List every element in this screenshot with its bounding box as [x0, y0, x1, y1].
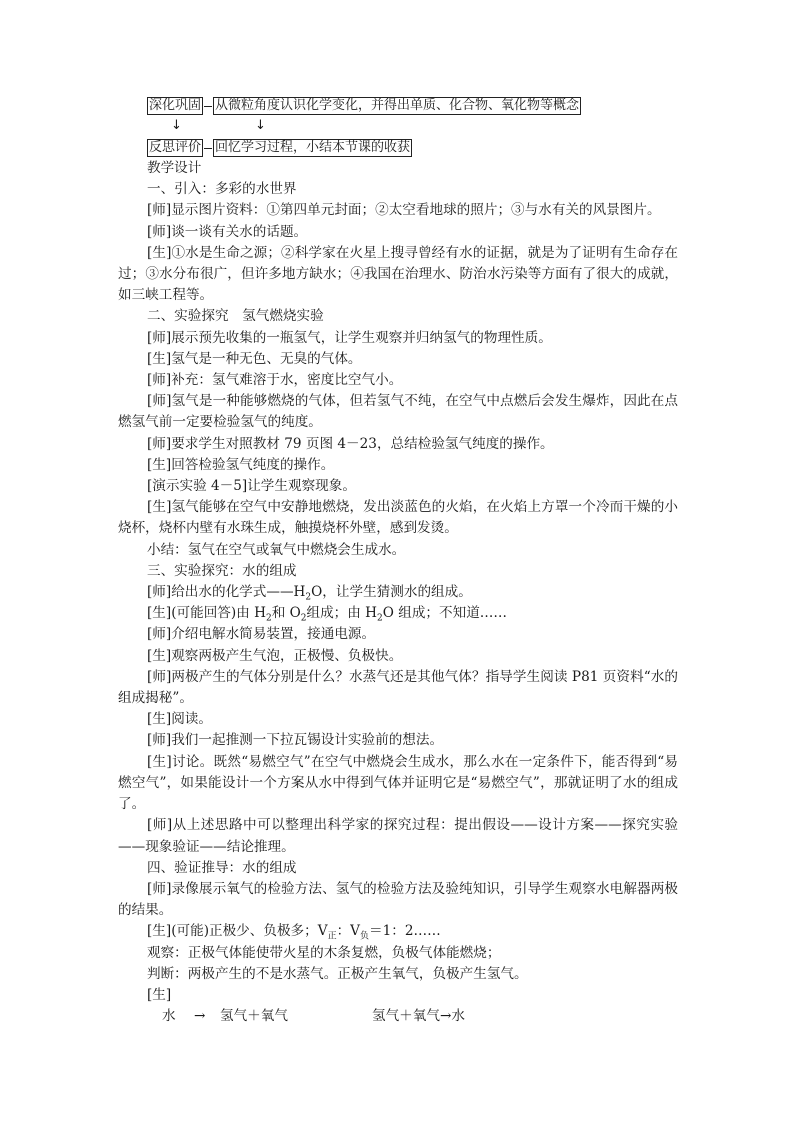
flow-connector [204, 106, 212, 107]
paragraph: 四、验证推导：水的组成 [147, 859, 297, 876]
paragraph: [师]我们一起推测一下拉瓦锡设计实验前的想法。 [147, 732, 444, 749]
paragraph: [师]谈一谈有关水的话题。 [147, 223, 308, 240]
equation-reverse: 氢气＋氧气→水 [372, 1008, 465, 1025]
flow-box-reflect-detail: 回忆学习过程，小结本节课的收获 [215, 140, 411, 155]
paragraph: 观察：正极气体能使带火星的木条复燃，负极气体能燃烧； [147, 944, 501, 961]
paragraph: [师]介绍电解水简易装置，接通电源。 [147, 626, 376, 643]
paragraph: [生]讨论。既然“易燃空气”在空气中燃烧会生成水，那么水在一定条件下，能否得到“易燃空气”，如果能设计一个方案从水中得到气体并证明它是“易燃空气”，那就证明了水的组成了。 [118, 753, 678, 813]
flow-box-consolidate: 深化巩固 [149, 98, 202, 113]
paragraph: [生] [147, 986, 172, 1003]
paragraph: 三、实验探究：水的组成 [147, 562, 297, 579]
flow-arrows [118, 116, 678, 138]
paragraph: [师]展示预先收集的一瓶氢气，让学生观察并归纳氢气的物理性质。 [147, 329, 552, 346]
paragraph: [师]显示图片资料：①第四单元封面；②太空看地球的照片；③与水有关的风景图片。 [147, 202, 661, 219]
flow-box-consolidate-detail: 从微粒角度认识化学变化，并得出单质、化合物、氧化物等概念 [215, 98, 580, 113]
down-arrow-icon: ↓ [255, 118, 266, 133]
paragraph: 二、实验探究 氢气燃烧实验 [147, 308, 324, 325]
paragraph: 判断：两极产生的不是水蒸气。正极产生氧气，负极产生氢气。 [147, 965, 528, 982]
document-page [118, 96, 678, 1028]
paragraph: 小结：氢气在空气或氧气中燃烧会生成水。 [147, 541, 406, 558]
flow-connector [204, 148, 212, 149]
flow-row-consolidate [147, 96, 678, 116]
guess-paragraph: [生](可能回答)由 $H_2$和 $O_2$组成；由 $H_2O$ 组成；不知道…… [147, 605, 507, 624]
paragraph: [生]阅读。 [147, 711, 212, 728]
paragraph: [演示实验 4－5]让学生观察现象。 [147, 478, 356, 495]
paragraph: [生]①水是生命之源；②科学家在火星上搜寻曾经有水的证据，就是为了证明有生命存在过；③水分布很广，但许多地方缺水；④我国在治理水、防治水污染等方面有了很大的成就，如三峡工程等。 [118, 244, 678, 304]
paragraph: [生]观察两极产生气泡，正极慢、负极快。 [147, 647, 403, 664]
equation-products: 氢气＋氧气 [220, 1008, 288, 1025]
flow-box-reflect: 反思评价 [149, 140, 202, 155]
down-arrow-icon: ↓ [171, 118, 182, 133]
section-heading: 教学设计 [147, 160, 202, 176]
paragraph: [生]氢气是一种无色、无臭的气体。 [147, 350, 362, 367]
paragraph: [师]氢气是一种能够燃烧的气体，但若氢气不纯，在空气中点燃后会发生爆炸，因此在点燃氢气前一定要检验氢气的纯度。 [118, 393, 678, 431]
equation-water: 水 [162, 1008, 176, 1025]
ratio-paragraph: [生](可能)正极少、负极多；$V_正$：$V_负=1$：2…… [147, 923, 441, 943]
paragraph: 一、引入：多彩的水世界 [147, 181, 297, 198]
right-arrow-icon: → [194, 1008, 206, 1025]
paragraph: [师]补充：氢气难溶于水，密度比空气小。 [147, 372, 403, 389]
paragraph: [生]氢气能够在空气中安静地燃烧，发出淡蓝色的火焰，在火焰上方罩一个冷而干燥的小烧杯，烧杯内壁有水珠生成，触摸烧杯外壁，感到发烫。 [118, 499, 678, 537]
formula-paragraph: [师]给出水的化学式$——H_2O$，让学生猜测水的组成。 [147, 584, 472, 603]
paragraph: [师]两极产生的气体分别是什么？水蒸气还是其他气体？指导学生阅读 P81 页资料“水的组成揭秘”。 [118, 668, 678, 707]
paragraph: [师]从上述思路中可以整理出科学家的探究过程：提出假设——设计方案——探究实验——现象验证——结论推理。 [118, 817, 678, 855]
paragraph: [生]回答检验氢气纯度的操作。 [147, 456, 335, 473]
flow-row-reflect [147, 138, 678, 158]
equation-row [118, 1006, 678, 1028]
paragraph: [师]录像展示氧气的检验方法、氢气的检验方法及验纯知识，引导学生观察水电解器两极的结果。 [118, 880, 678, 919]
paragraph: [师]要求学生对照教材 79 页图 4－23，总结检验氢气纯度的操作。 [147, 435, 554, 452]
